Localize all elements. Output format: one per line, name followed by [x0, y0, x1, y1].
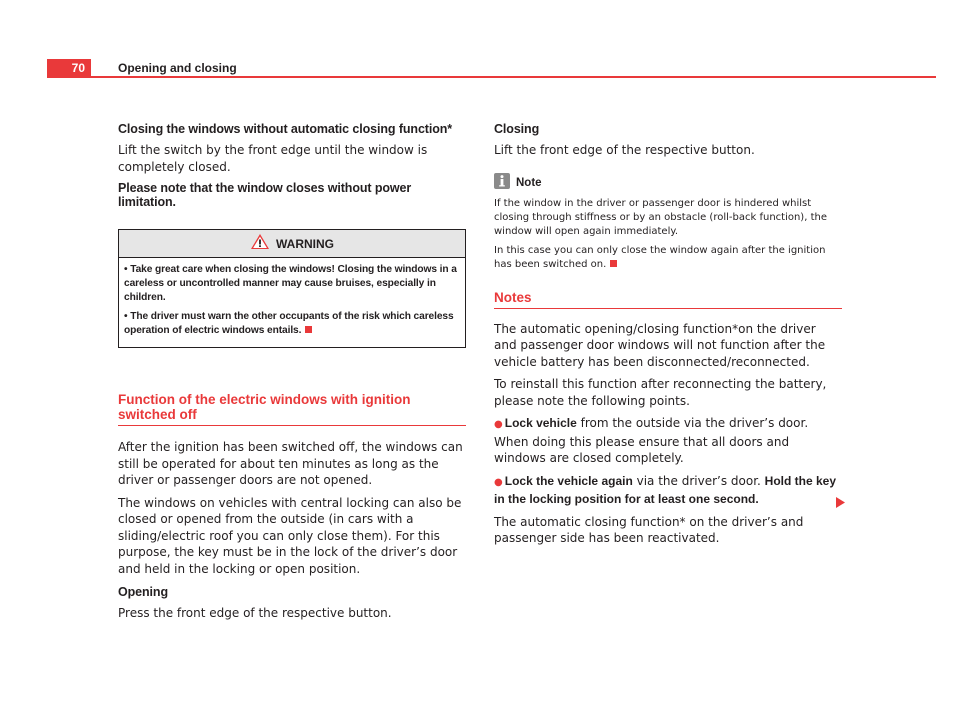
final-paragraph: The automatic closing function* on the driver’s and passenger side has been reactivated.: [494, 514, 804, 545]
left-column: [118, 122, 466, 628]
note-label: Note: [516, 176, 542, 189]
opening-heading: Opening: [118, 585, 168, 599]
bullet-dot-icon: ●: [494, 476, 503, 488]
warning-header: [119, 230, 465, 258]
warning-item-last: [124, 310, 460, 338]
page-number: 70: [47, 59, 91, 78]
section-heading: Function of the electric windows with ignition switched off: [118, 392, 411, 422]
notes-heading: Notes: [494, 289, 532, 305]
bullet-dot-icon: ●: [494, 419, 503, 430]
page-header-title: Opening and closing: [118, 61, 237, 75]
notes-heading-rule: [494, 308, 842, 309]
note-header: [494, 173, 842, 193]
header-rule: [91, 76, 936, 78]
notes-heading-block: [494, 290, 842, 309]
opening-text: Press the front edge of the respective button.: [118, 606, 392, 620]
central-locking-paragraph: The windows on vehicles with central locking can also be closed or opened from the outside (in cars with a sliding/electric roof you can only close them). For this purpose, the key must be in the lock of the driver’s door and held in the locking or open position.: [118, 495, 462, 576]
warning-triangle-icon: [250, 233, 270, 254]
section-heading-rule: [118, 425, 466, 426]
warning-item-text: • The driver must warn the other occupants of the risk which careless operation of electric windows entails.: [124, 311, 454, 336]
end-of-section-square: [610, 260, 617, 267]
end-of-section-square: [305, 326, 312, 333]
right-column: [494, 122, 842, 553]
bullet-bold: Lock the vehicle again: [504, 473, 633, 488]
closing-without-auto-text: Lift the switch by the front edge until the window is completely closed.: [118, 143, 428, 174]
closing-heading: Closing: [494, 122, 540, 136]
info-icon: [494, 173, 510, 193]
reinstall-paragraph: To reinstall this function after reconnecting the battery, please note the following points.: [494, 377, 827, 408]
bullet-item: [494, 473, 842, 508]
power-limitation-note: Please note that the window closes without power limitation.: [118, 181, 412, 209]
warning-item: • Take great care when closing the windows! Closing the windows in a careless or uncontrolled manner may cause bruises, especially in children.: [124, 264, 457, 303]
bullet-bold-2: Hold the key in the locking position for at least one second.: [494, 473, 837, 506]
section-heading-block: [118, 392, 466, 426]
warning-title: WARNING: [276, 236, 334, 251]
bullet-text: via the driver’s door.: [632, 473, 765, 488]
note-text-last: [494, 244, 842, 272]
closing-without-auto-heading: Closing the windows without automatic closing function*: [118, 122, 453, 136]
bullet-item: [494, 415, 842, 467]
note-text: If the window in the driver or passenger door is hindered whilst closing through stiffness or by an obstacle (roll-back function), the window will open again immediately.: [494, 197, 827, 237]
closing-text: Lift the front edge of the respective button.: [494, 143, 755, 157]
warning-box: [118, 229, 466, 348]
bullet-text: from the outside via the driver’s door. When doing this please ensure that all doors and windows are closed completely.: [494, 416, 809, 465]
notes-paragraph: The automatic opening/closing function*on the driver and passenger door windows will not function after the vehicle battery has been disconnected/reconnected.: [494, 321, 826, 369]
continue-arrow-icon: [836, 493, 845, 512]
bullet-bold: Lock vehicle: [504, 416, 577, 430]
warning-body: [119, 258, 465, 347]
note-text-content: In this case you can only close the window again after the ignition has been switched on.: [494, 244, 826, 270]
ignition-off-paragraph: After the ignition has been switched off, the windows can still be operated for about ten minutes as long as the driver or passenger doors are not opened.: [118, 440, 463, 487]
